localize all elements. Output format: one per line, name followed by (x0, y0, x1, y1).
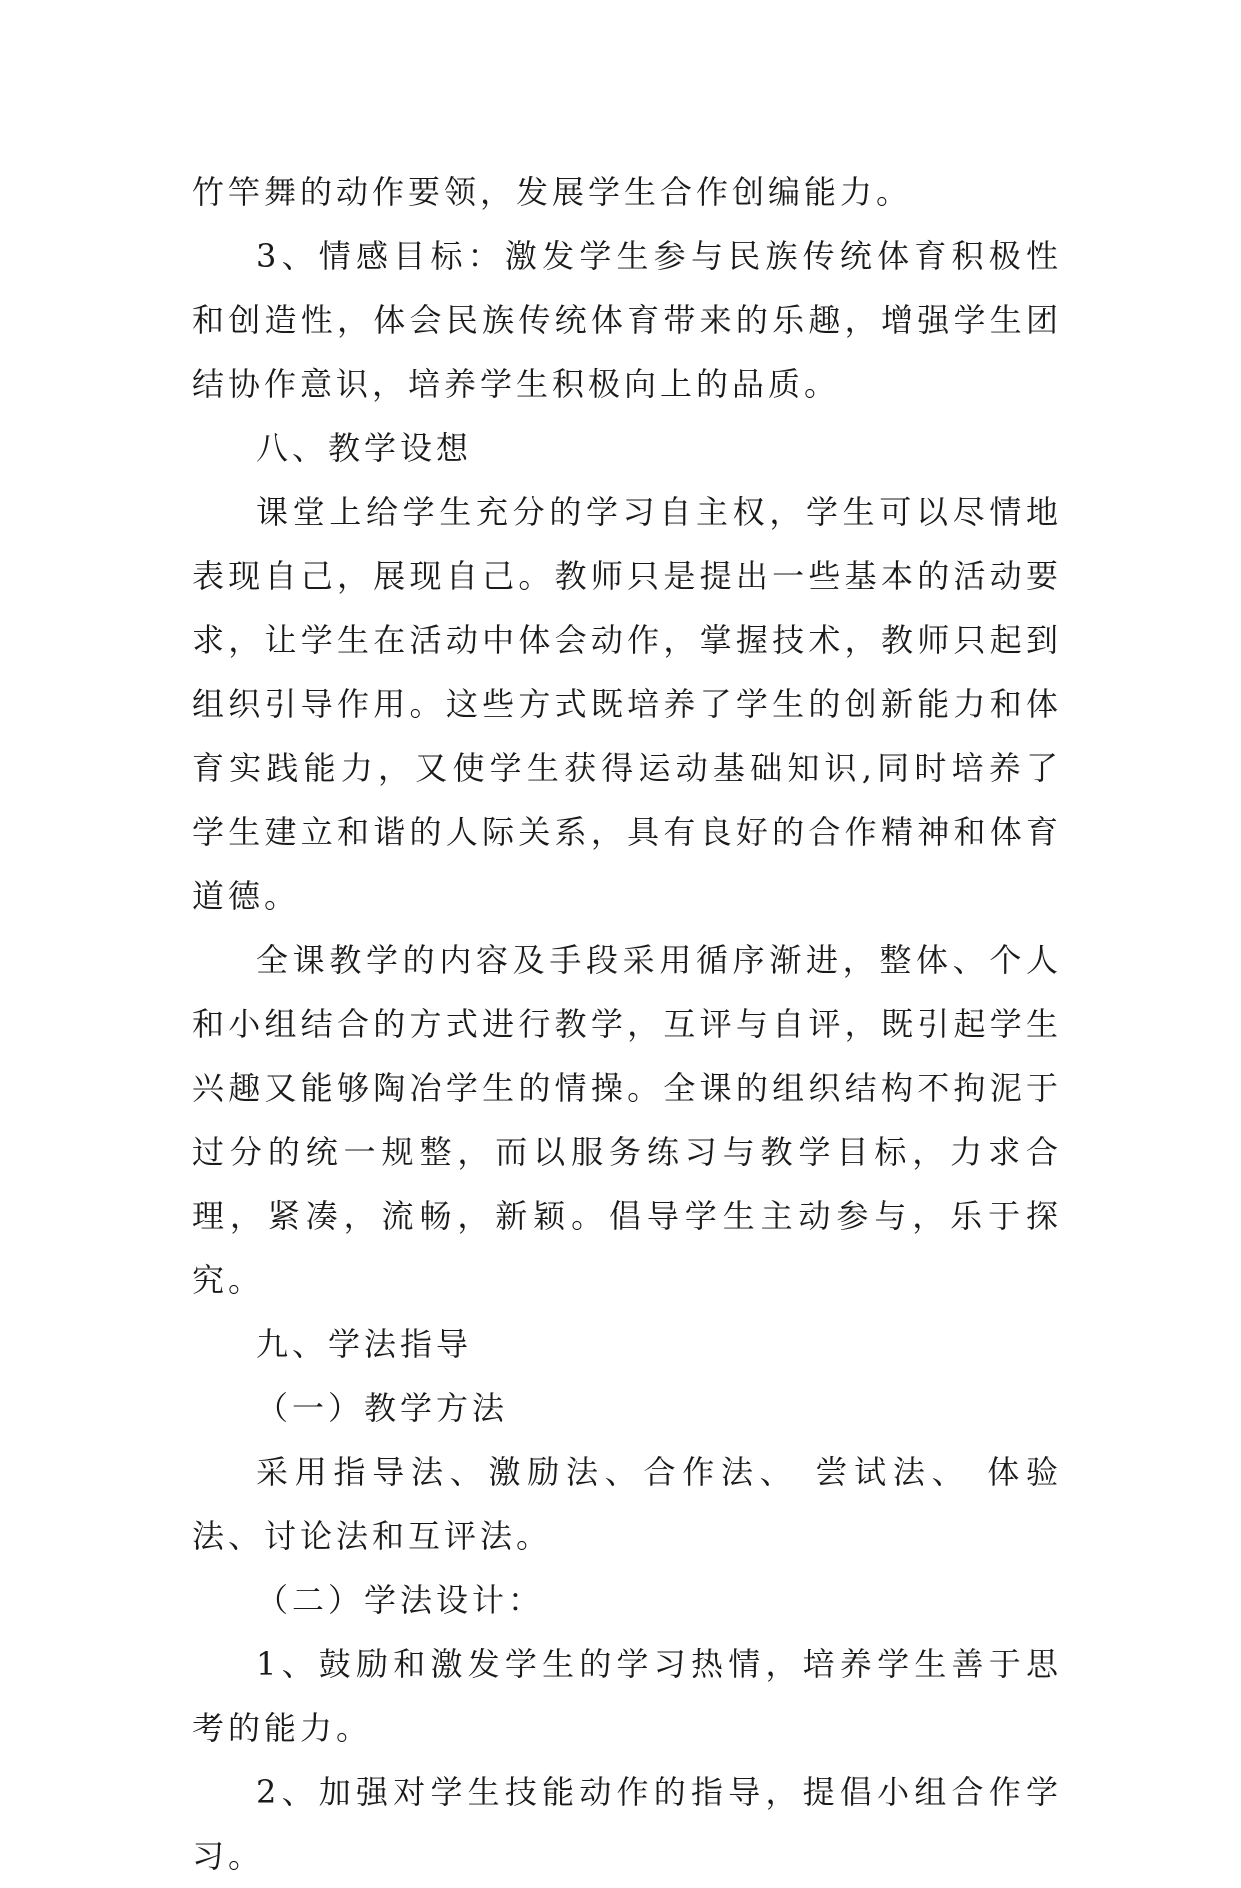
subheading-teaching-methods: （一）教学方法 (256, 1389, 509, 1427)
paragraph-emotional-goal: 3、情感目标：激发学生参与民族传统体育积极性和创造性，体会民族传统体育带来的乐趣，增强学生团结协作意识，培养学生积极向上的品质。 (192, 237, 1062, 403)
body-text (192, 160, 1062, 1888)
paragraph-methods-list: 采用指导法、激励法、合作法、 尝试法、 体验法、讨论法和互评法。 (192, 1453, 1062, 1555)
paragraph-design-item-1: 1、鼓励和激发学生的学习热情，培养学生善于思考的能力。 (192, 1645, 1062, 1747)
paragraph-classroom-autonomy: 课堂上给学生充分的学习自主权，学生可以尽情地表现自己，展现自己。教师只是提出一些基本的活动要求，让学生在活动中体会动作，掌握技术，教师只起到组织引导作用。这些方式既培养了学生的创新能力和体育实践能力，又使学生获得运动基础知识,同时培养了学生建立和谐的人际关系，具有良好的合作精神和体育道德。 (192, 493, 1062, 915)
paragraph-design-item-2: 2、加强对学生技能动作的指导，提倡小组合作学习。 (192, 1773, 1062, 1875)
section-heading-teaching-concept: 八、教学设想 (256, 429, 473, 467)
subheading-learning-design: （二）学法设计： (256, 1581, 545, 1619)
paragraph-whole-lesson: 全课教学的内容及手段采用循序渐进，整体、个人和小组结合的方式进行教学，互评与自评，既引起学生兴趣又能够陶冶学生的情操。全课的组织结构不拘泥于过分的统一规整，而以服务练习与教学目标，力求合理，紧凑，流畅，新颖。倡导学生主动参与，乐于探究。 (192, 941, 1062, 1299)
section-heading-learning-guidance: 九、学法指导 (256, 1325, 473, 1363)
paragraph-continuation: 竹竿舞的动作要领，发展学生合作创编能力。 (192, 173, 913, 211)
